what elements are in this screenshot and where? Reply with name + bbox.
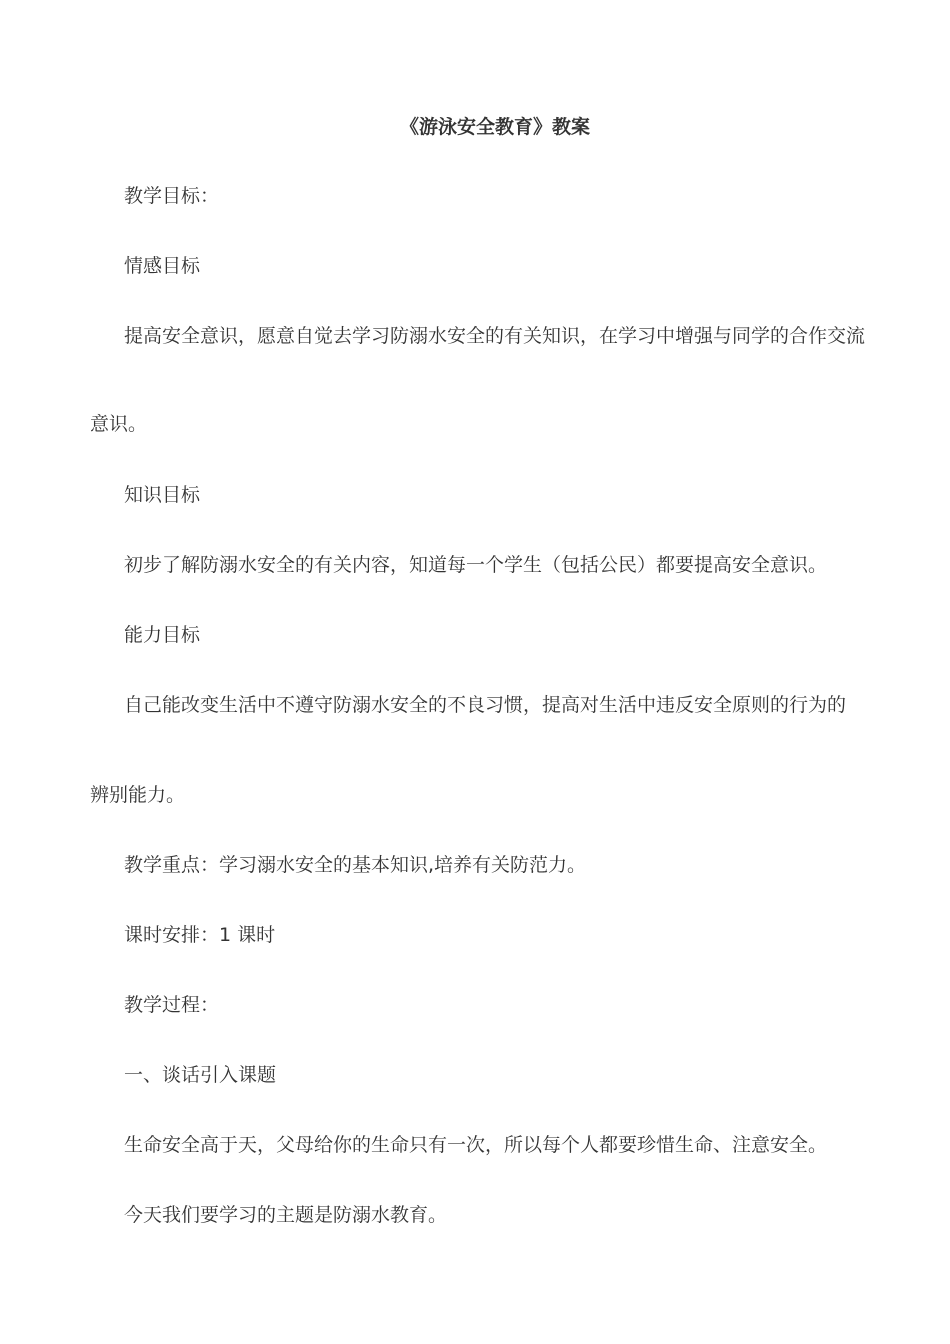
paragraph-key-points: 教学重点：学习溺水安全的基本知识,培养有关防范力。	[124, 854, 587, 876]
paragraph-knowledge-goal: 知识目标	[124, 484, 201, 506]
paragraph-teaching-goals: 教学目标：	[124, 185, 220, 207]
section-heading-introduction: 一、谈话引入课题	[124, 1064, 277, 1086]
paragraph-emotional-goal: 情感目标	[124, 255, 201, 277]
paragraph-introduction-text: 生命安全高于天，父母给你的生命只有一次，所以每个人都要珍惜生命、注意安全。	[124, 1134, 828, 1156]
paragraph-schedule: 课时安排：1 课时	[124, 924, 276, 946]
paragraph-ability-goal-text: 自己能改变生活中不遵守防溺水安全的不良习惯，提高对生活中违反安全原则的行为的	[124, 694, 847, 716]
paragraph-ability-goal: 能力目标	[124, 624, 201, 646]
document-title: 《游泳安全教育》教案	[399, 116, 590, 138]
paragraph-emotional-goal-text-cont: 意识。	[90, 413, 148, 435]
paragraph-ability-goal-text-cont: 辨别能力。	[90, 784, 186, 806]
paragraph-topic-text: 今天我们要学习的主题是防溺水教育。	[124, 1204, 448, 1226]
paragraph-knowledge-goal-text: 初步了解防溺水安全的有关内容，知道每一个学生（包括公民）都要提高安全意识。	[124, 554, 828, 576]
paragraph-emotional-goal-text: 提高安全意识，愿意自觉去学习防溺水安全的有关知识，在学习中增强与同学的合作交流	[124, 325, 866, 347]
paragraph-teaching-process: 教学过程：	[124, 994, 220, 1016]
